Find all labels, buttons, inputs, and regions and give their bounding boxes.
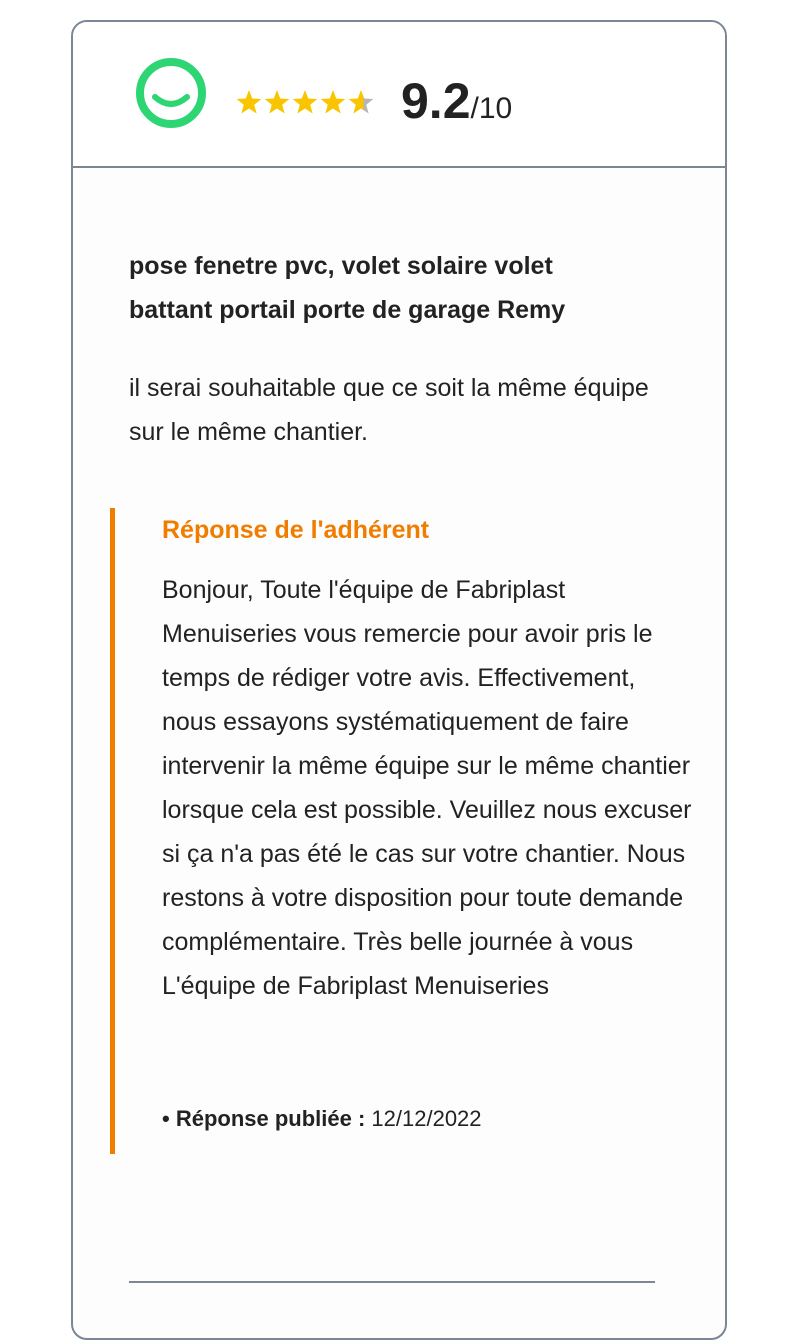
reply-date-label: • Réponse publiée :	[162, 1106, 366, 1131]
divider	[129, 1281, 655, 1283]
rating-header	[73, 22, 725, 168]
star-icon	[293, 90, 318, 114]
smiley-icon	[135, 57, 207, 129]
score	[401, 66, 512, 144]
reply-date	[162, 1104, 482, 1134]
reply-body: Bonjour, Toute l'équipe de Fabriplast Menuiseries vous remercie pour avoir pris le temps de rédiger votre avis. Effectivement, nous essayons systématiquement de faire intervenir la même équipe sur le même chantier lorsque cela est possible. Veuillez nous excuser si ça n'a pas été le cas sur votre chantier. Nous restons à votre disposition pour toute demande complémentaire. Très belle journée à vous L'équipe de Fabriplast Menuiseries	[162, 576, 692, 1000]
reply-date-value: 12/12/2022	[371, 1106, 482, 1131]
member-reply	[110, 508, 690, 1154]
reply-title: Réponse de l'adhérent	[162, 516, 430, 544]
star-rating	[235, 88, 375, 116]
review-card	[71, 20, 727, 1340]
star-icon	[349, 90, 374, 114]
score-max: /10	[470, 92, 513, 125]
star-icon	[321, 90, 346, 114]
star-icon	[265, 90, 290, 114]
star-icon	[237, 90, 262, 114]
review-title: pose fenetre pvc, volet solaire volet battant portail porte de garage Remy	[129, 252, 566, 324]
score-value: 9.2	[401, 73, 471, 129]
review-text: il serai souhaitable que ce soit la même équipe sur le même chantier.	[129, 374, 649, 446]
